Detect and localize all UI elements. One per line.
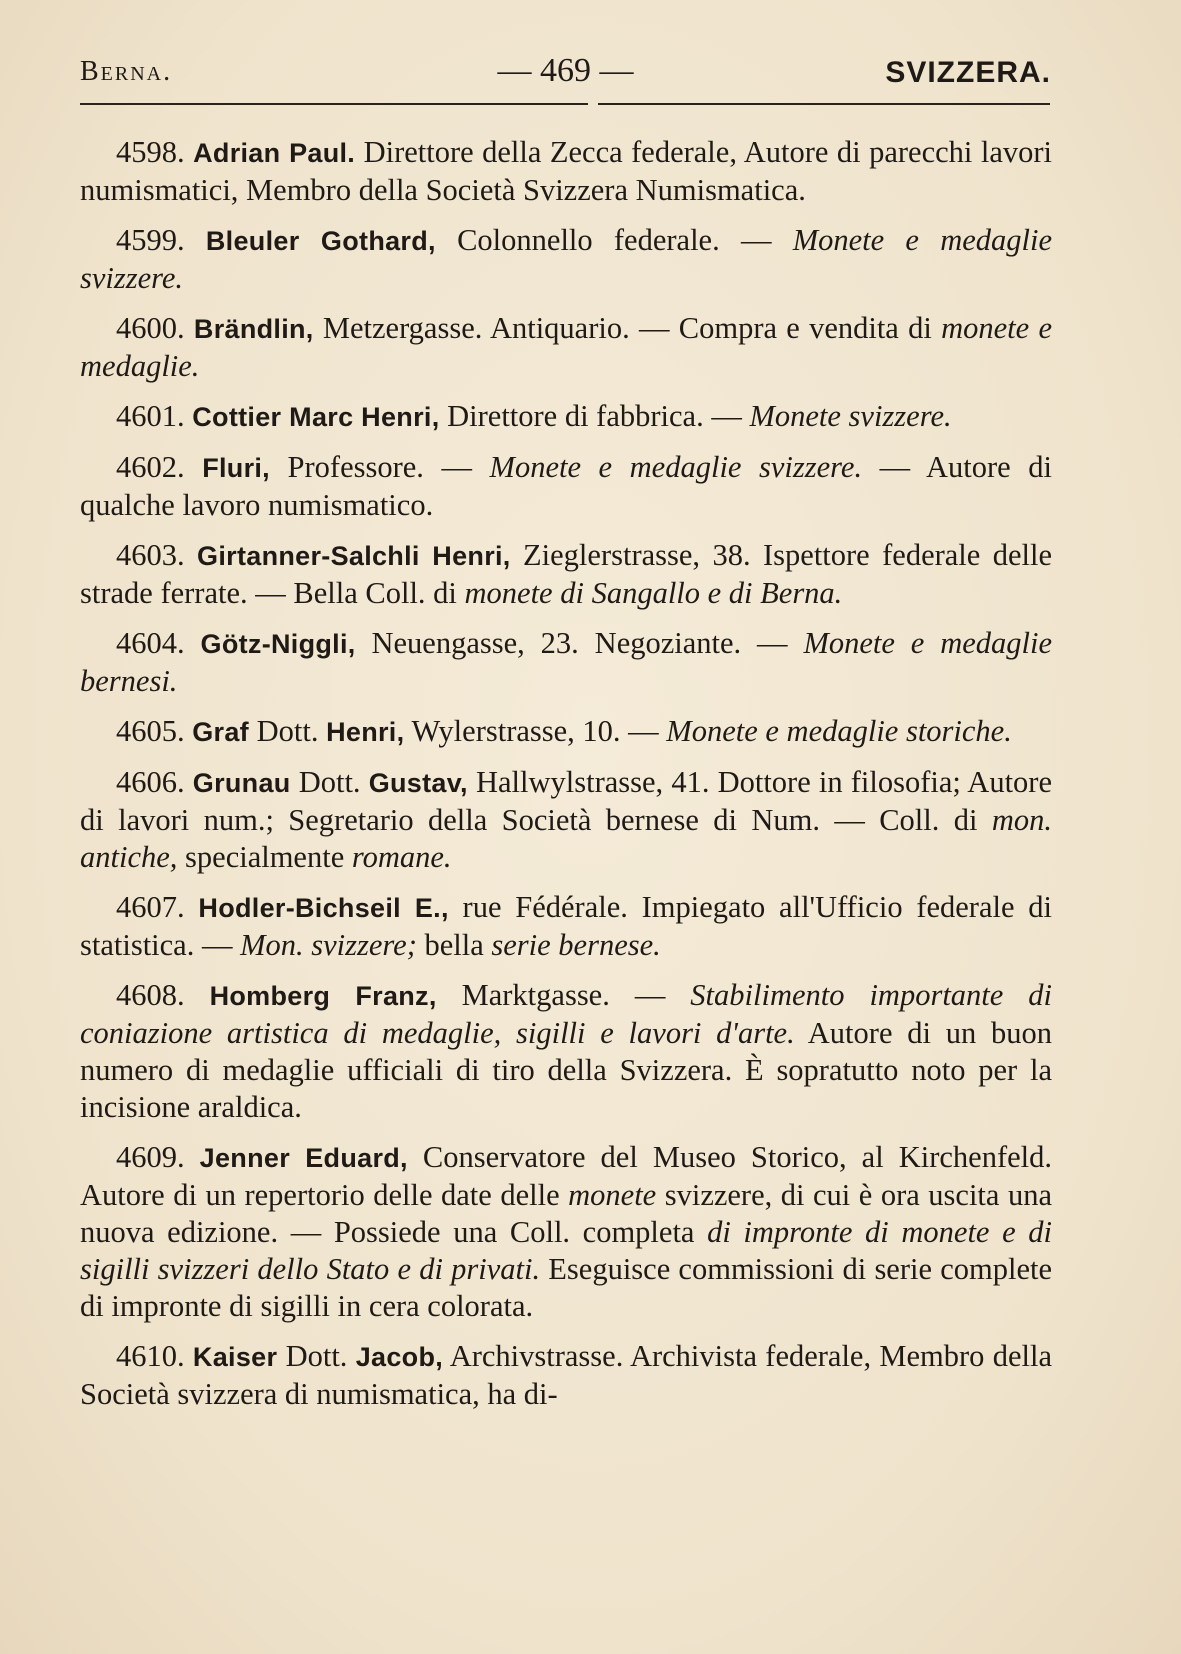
entry-number: 4609. xyxy=(116,1140,200,1174)
entry-italic-text: Monete svizzere. xyxy=(749,399,952,433)
entry-name: Graf xyxy=(192,717,249,747)
entry-text: specialmente xyxy=(177,840,352,874)
entry-text: Conservatore del Museo Storico, al Kirchenfeld. Autore di un repertorio delle date delle xyxy=(80,1140,1052,1212)
entry-italic-text: monete di Sangallo e di Berna. xyxy=(464,576,843,610)
entry-number: 4608. xyxy=(116,978,210,1012)
directory-entry xyxy=(80,398,1052,436)
entry-text: Neuengasse, 23. Negoziante. — xyxy=(355,626,804,660)
entry-number: 4600. xyxy=(116,311,194,345)
entry-italic-text: serie bernese. xyxy=(491,928,661,962)
entry-number: 4601. xyxy=(116,399,193,433)
directory-entry xyxy=(80,134,1052,209)
entry-text: Direttore di fabbrica. — xyxy=(439,399,750,433)
entry-italic-text: Monete e medaglie svizzere. xyxy=(489,450,863,484)
entry-number: 4606. xyxy=(116,765,193,799)
entry-text: — Autore di qualche lavoro numismatico. xyxy=(80,450,1052,522)
entry-name: Bleuler Gothard, xyxy=(205,226,436,256)
entry-text: Colonnello federale. — xyxy=(435,223,793,257)
page-number: — 469 — xyxy=(497,52,634,89)
directory-entry xyxy=(80,310,1052,385)
header-country: SVIZZERA. xyxy=(885,56,1051,89)
entry-number: 4599. xyxy=(116,223,206,257)
entry-italic-text: romane. xyxy=(351,840,452,874)
entry-italic-text: monete e medaglie. xyxy=(80,311,1052,383)
entry-text: bella xyxy=(416,928,492,962)
directory-entry xyxy=(80,625,1052,700)
entry-name: Jenner Eduard, xyxy=(199,1143,408,1173)
entry-italic-text: monete xyxy=(568,1178,657,1212)
entry-name: Götz-Niggli, xyxy=(200,629,356,659)
entry-number: 4610. xyxy=(116,1339,193,1373)
entry-name: Fluri, xyxy=(202,453,270,483)
entry-text: svizzere, di cui è ora uscita una nuova edizione. — Possiede una Coll. completa xyxy=(80,1178,1052,1249)
entry-text: Zieglerstrasse, 38. Ispettore federale delle strade ferrate. — Bella Coll. di xyxy=(80,538,1052,610)
entry-italic-text: Monete e medaglie bernesi. xyxy=(80,626,1052,698)
entry-text: Direttore della Zecca federale, Autore di parecchi lavori numismatici, Membro della Società Svizzera Numismatica. xyxy=(80,135,1053,207)
entry-name: Adrian Paul. xyxy=(193,138,356,168)
header-rule-left xyxy=(80,103,588,105)
entry-name: Henri, xyxy=(326,717,405,747)
entry-number: 4603. xyxy=(116,538,198,572)
directory-entry xyxy=(80,1338,1052,1413)
entry-number: 4602. xyxy=(116,450,203,484)
entry-text: Eseguisce commissioni di serie complete di impronte di sigilli in cera colorata. xyxy=(80,1252,1052,1323)
entry-text: Metzergasse. Antiquario. — Compra e vendita di xyxy=(313,311,942,345)
entry-name: Girtanner-Salchli Henri, xyxy=(197,541,511,571)
entry-list xyxy=(80,134,1052,1426)
directory-entry xyxy=(80,449,1052,524)
entry-text: Wylerstrasse, 10. — xyxy=(404,714,667,748)
entry-name: Gustav, xyxy=(368,768,468,798)
entry-italic-text: Stabilimento importante di coniazione artistica di medaglie, sigilli e lavori d'arte. xyxy=(80,978,1052,1050)
entry-italic-text: Mon. svizzere; xyxy=(240,928,417,962)
directory-entry xyxy=(80,713,1052,751)
directory-entry xyxy=(80,222,1052,297)
entry-name: Brändlin, xyxy=(193,314,314,344)
entry-name: Cottier Marc Henri, xyxy=(192,402,440,432)
entry-italic-text: mon. antiche, xyxy=(80,803,1052,874)
entry-number: 4604. xyxy=(116,626,201,660)
entry-text: Dott. xyxy=(248,714,327,748)
entry-text: Dott. xyxy=(277,1339,356,1373)
directory-entry xyxy=(80,1139,1052,1325)
directory-entry xyxy=(80,537,1052,612)
entry-name: Homberg Franz, xyxy=(209,981,437,1011)
entry-name: Jacob, xyxy=(355,1342,444,1372)
entry-text: Marktgasse. — xyxy=(436,978,691,1012)
running-header xyxy=(80,48,1051,98)
entry-name: Kaiser xyxy=(192,1342,278,1372)
entry-text: Autore di un buon numero di medaglie ufficiali di tiro della Svizzera. È sopratutto noto per la incisione araldica. xyxy=(80,1016,1052,1124)
entry-text: Hallwylstrasse, 41. Dottore in filosofia; Autore di lavori num.; Segretario della Società bernese di Num. — Coll. di xyxy=(80,765,1052,837)
entry-text: rue Fédérale. Impiegato all'Ufficio federale di statistica. — xyxy=(80,890,1052,962)
entry-italic-text: Monete e medaglie storiche. xyxy=(666,714,1012,748)
directory-entry xyxy=(80,977,1052,1126)
entry-italic-text: Monete e medaglie svizzere. xyxy=(80,223,1052,295)
entry-text: Archivstrasse. Archivista federale, Membro della Società svizzera di numismatica, ha di- xyxy=(80,1339,1052,1411)
entry-text: Dott. xyxy=(290,765,369,799)
entry-number: 4605. xyxy=(116,714,193,748)
entry-text: Professore. — xyxy=(270,450,490,484)
header-rule-right xyxy=(598,103,1050,105)
entry-name: Grunau xyxy=(192,768,291,798)
entry-name: Hodler-Bichseil E., xyxy=(198,893,449,923)
entry-number: 4598. xyxy=(116,135,194,169)
header-city: Berna. xyxy=(80,56,173,87)
entry-italic-text: di impronte di monete e di sigilli svizzeri dello Stato e di privati. xyxy=(80,1215,1052,1286)
directory-entry xyxy=(80,889,1052,964)
entry-number: 4607. xyxy=(116,890,199,924)
directory-entry xyxy=(80,764,1052,876)
